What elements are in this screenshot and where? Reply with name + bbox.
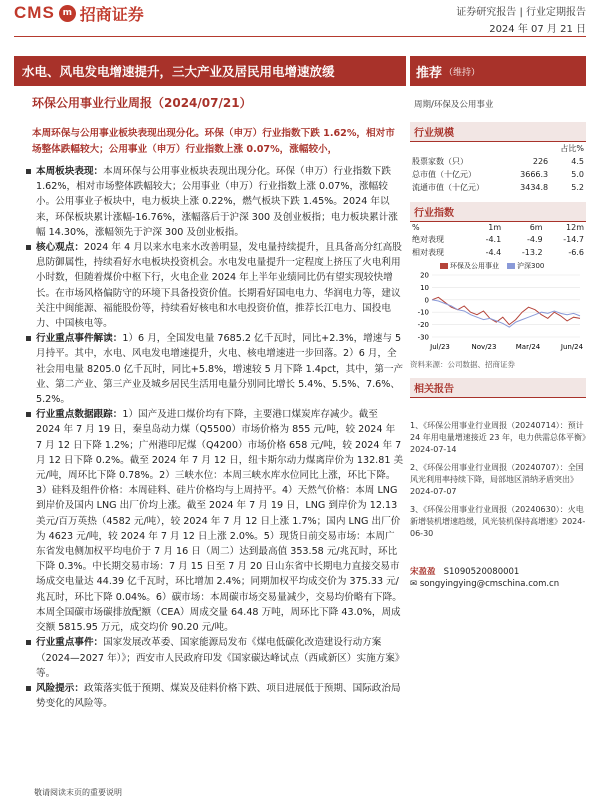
bullet-list (26, 164, 404, 711)
bullet-item: 行业重点数据跟踪：1）国产及进口煤价均有下降，主要港口煤炭库存减少。截至 2024 年 7 月 19 日，秦皇岛动力煤（Q5500）市场价格为 855 元/吨，较 2024 年 7 月 12 日下降 1.2%；广州港印尼煤（Q4200）市场价格 658 元/吨，较 2024 年 7 月 12 日下降 0.2%。截至 2024 年 7 月 12 日，纽卡斯尔动力煤离岸价为 132.81 美元/吨，周环比下降 0.78%。2）三峡水位：本周三峡水库水位同比上涨，环比下降。3）硅料及组件价格：本周硅料、硅片价格均与上周持平。4）天然气价格：本周 LNG 到岸价及国内 LNG 出厂价均上涨。截至 2024 年 7 月 19 日，LNG 到岸价为 12.13 美元/百万英热（4582 元/吨），较 2024 年 7 月 12 日上涨 1.7%；国内 LNG 出厂价为 4623 元/吨，较 2024 年 7 月 12 日上涨 2.0%。5）现货日前交易市场：本周广东省发电侧加权平均电价于 7 月 16 日（周二）达到最高值 353.58 元/兆瓦时，环比下降 0.3%。中长期交易市场：7 月 15 日至 7 月 20 日山东省中长期电力直接交易市场成交电量达 44.39 亿千瓦时，环比增加 2.4%；同期加权平均成交价为 375.33 元/兆瓦时，环比下降 0.04%。6）碳市场：本周碳市场交易量减少，交易均价略有下降。本周全国碳市场碳排放配额（CEA）周成交量 64.48 万吨，周环比下降 43.0%，周成交额 5815.95 万元，成交均价 90.20 元/吨。 (26, 407, 404, 635)
related-report-link[interactable]: 1、《环保公用事业行业周报（20240714）：预计 24 年用电量增速接近 23 年，电力供需总体平衡》2024-07-14 (410, 421, 586, 454)
scale-unit: 占比% (560, 144, 584, 153)
header-divider (14, 36, 586, 37)
table-header-row: % 1m 6m 12m (412, 223, 584, 232)
table-row: 股票家数（只） 226 4.5 (412, 157, 584, 166)
index-chart (410, 271, 586, 353)
industry-line: 周期/环保及公用事业 (414, 100, 494, 110)
legend-item: 沪深300 (507, 261, 544, 271)
related-title: 相关报告 (410, 378, 586, 398)
rating-label: 推荐 (416, 65, 443, 81)
scale-table (410, 142, 586, 194)
series-line (432, 300, 580, 327)
y-tick-label: 0 (424, 296, 429, 305)
x-tick-label: Mar/24 (515, 343, 541, 351)
bullet-item: 行业重点事件解读：1）6 月，全国发电量 7685.2 亿千瓦时，同比+2.3%，增速与 5 月持平。其中，水电、风电发电增速提升，火电、核电增速进一步回落。2）6 月，全社会用电量 8205.0 亿千瓦时，同比+5.8%，增速较 5 月下降 1.4pct，其中，第一产业、第二产业、第三产业及城乡居民生活用电量分别同比增长 5.4%、5.5%、7.6%、5.2%。 (26, 331, 404, 407)
index-title: 行业指数 (410, 202, 586, 222)
y-tick-label: 20 (420, 271, 429, 280)
logo-badge: m (59, 5, 76, 22)
related-list (410, 420, 586, 540)
bullet-item: 核心观点：2024 年 4 月以来水电来水改善明显，发电量持续提升，且具备高分红高股息防御属性，持续看好水电板块投资机会。水电发电量提升一定程度上挤压了火电利用小时数，但随着煤价中枢下行，火电企业 2024 年上半年业绩同比仍有望实现较快增长。在市场风格偏防守的环境下具备投资价值。长期看好国电电力、华润电力等，建议关注中闽能源、福能股份等，持续看好核电和水电投资价值，推荐长江电力、国投电力、中国核电等。 (26, 240, 404, 331)
legend-item: 环保及公用事业 (440, 261, 499, 271)
table-row: 流通市值（十亿元） 3434.8 5.2 (412, 183, 584, 192)
table-row: 相对表现 -4.4 -13.2 -6.6 (412, 248, 584, 257)
related-section (410, 378, 586, 546)
table-row: 绝对表现 -4.1 -4.9 -14.7 (412, 235, 584, 244)
banner-title: 水电、风电发电增速提升，三大产业及居民用电增速放缓 (14, 56, 406, 86)
table-row: 总市值（十亿元） 3666.3 5.0 (412, 170, 584, 179)
rating-box (410, 56, 586, 86)
footer-note: 敬请阅读末页的重要说明 (34, 788, 122, 797)
author-email[interactable]: songyingying@cmschina.com.cn (419, 579, 560, 589)
y-tick-label: -10 (417, 308, 429, 317)
summary-text: 本周环保与公用事业板块表现出现分化。环保（申万）行业指数下跌 1.62%，相对市场整体跌幅较大；公用事业（申万）行业指数上涨 0.07%，涨幅较小， (32, 128, 395, 155)
scale-section (410, 122, 586, 194)
series-line (432, 297, 580, 324)
bullet-item: 行业重点事件：国家发展改革委、国家能源局发布《煤电低碳化改造建设行动方案（2024—2027 年）》；西安市人民政府印发《国家碳达峰试点（西咸新区）实施方案》等。 (26, 635, 404, 681)
report-type: 证券研究报告 | 行业定期报告 (456, 7, 586, 18)
scale-title: 行业规模 (410, 122, 586, 142)
y-tick-label: 10 (420, 283, 429, 292)
author-id: S1090520080001 (443, 567, 520, 577)
mail-icon: ✉ (410, 579, 418, 589)
related-report-link[interactable]: 2、《环保公用事业行业周报（20240707）：全国风光利用率持续下降，局部地区消纳矛盾突出》2024-07-07 (410, 463, 584, 496)
logo-latin: CMS (14, 3, 55, 22)
bullet-item: 本周板块表现：本周环保与公用事业板块表现出现分化。环保（申万）行业指数下跌 1.62%，相对市场整体跌幅较大；公用事业（申万）行业指数上涨 0.07%，涨幅较小。公用事业子板块中，电力板块上涨 0.22%，燃气板块下跌 1.45%。2024 年以来，环保板块累计涨幅-16.76%，涨幅落后于沪深 300 及创业板指；电力板块累计涨幅 14.30%，涨幅领先于沪深 300 及创业板指。 (26, 164, 404, 240)
report-subtitle: 环保公用事业行业周报（2024/07/21） (32, 96, 252, 110)
author-name: 宋盈盈 (410, 567, 436, 577)
chart-source: 资料来源：公司数据、招商证券 (410, 360, 515, 369)
bullet-item: 风险提示：政策落实低于预期、煤炭及硅料价格下跌、项目进展低于预期、国际政治局势变化的风险等。 (26, 681, 404, 711)
x-tick-label: Nov/23 (471, 343, 497, 351)
report-date: 2024 年 07 月 21 日 (489, 24, 586, 35)
perf-table (410, 222, 586, 259)
y-tick-label: -30 (417, 333, 429, 342)
x-tick-label: Jun/24 (560, 343, 584, 351)
logo-cn: 招商证券 (79, 4, 144, 24)
report-meta (456, 3, 586, 35)
index-section (410, 202, 586, 370)
y-tick-label: -20 (417, 321, 429, 330)
chart-legend (440, 261, 586, 271)
rating-sub: （维持） (444, 67, 481, 78)
related-report-link[interactable]: 3、《环保公用事业行业周报（20240630）：火电新增装机增速趋缓，风光装机保持高增速》2024-06-30 (410, 505, 586, 538)
author-block (410, 565, 586, 589)
brand-logo (14, 2, 144, 24)
x-tick-label: Jul/23 (430, 343, 450, 351)
